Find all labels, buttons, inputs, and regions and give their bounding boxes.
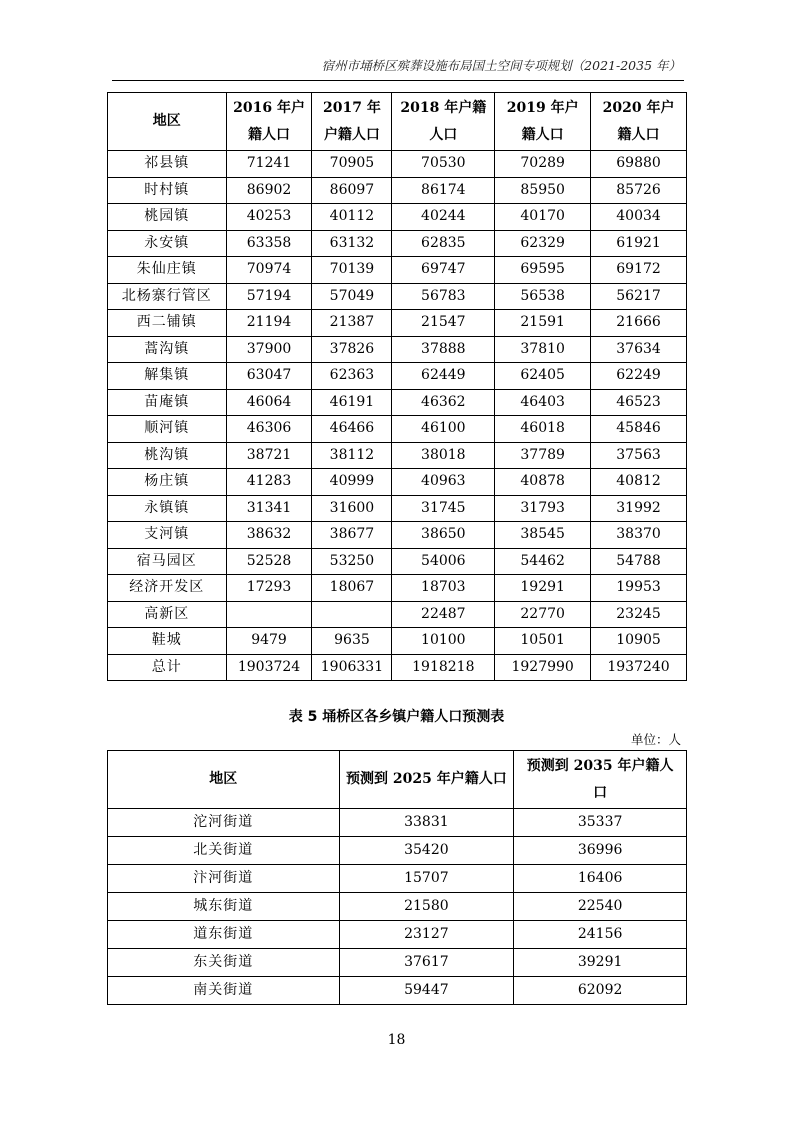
column-header: 预测到 2035 年户籍人口 [514, 751, 687, 809]
value-cell: 71241 [226, 151, 312, 178]
population-history-table [107, 92, 687, 681]
value-cell: 70139 [312, 257, 392, 284]
value-cell: 9635 [312, 628, 392, 655]
table-row [108, 442, 687, 469]
table-row [108, 522, 687, 549]
value-cell: 10100 [392, 628, 495, 655]
value-cell: 86902 [226, 177, 312, 204]
value-cell: 10905 [591, 628, 687, 655]
value-cell: 1918218 [392, 654, 495, 681]
value-cell: 56217 [591, 283, 687, 310]
value-cell: 21580 [339, 893, 514, 921]
value-cell: 22487 [392, 601, 495, 628]
value-cell: 85950 [495, 177, 591, 204]
value-cell: 62363 [312, 363, 392, 390]
value-cell: 61921 [591, 230, 687, 257]
value-cell: 69595 [495, 257, 591, 284]
region-cell: 西二铺镇 [108, 310, 227, 337]
value-cell: 9479 [226, 628, 312, 655]
column-header: 2020 年户籍人口 [591, 93, 687, 151]
region-cell: 南关街道 [108, 977, 340, 1005]
region-cell: 北杨寨行管区 [108, 283, 227, 310]
value-cell: 1927990 [495, 654, 591, 681]
value-cell [226, 601, 312, 628]
value-cell: 31745 [392, 495, 495, 522]
table-row [108, 469, 687, 496]
table-row [108, 837, 687, 865]
value-cell [312, 601, 392, 628]
value-cell: 17293 [226, 575, 312, 602]
value-cell: 53250 [312, 548, 392, 575]
value-cell: 40244 [392, 204, 495, 231]
value-cell: 22770 [495, 601, 591, 628]
value-cell: 10501 [495, 628, 591, 655]
column-header: 2017 年户籍人口 [312, 93, 392, 151]
value-cell: 63047 [226, 363, 312, 390]
value-cell: 37617 [339, 949, 514, 977]
value-cell: 19291 [495, 575, 591, 602]
value-cell: 40812 [591, 469, 687, 496]
region-cell: 高新区 [108, 601, 227, 628]
table-row [108, 575, 687, 602]
value-cell: 18067 [312, 575, 392, 602]
table-row [108, 977, 687, 1005]
value-cell: 45846 [591, 416, 687, 443]
value-cell: 23245 [591, 601, 687, 628]
value-cell: 56783 [392, 283, 495, 310]
value-cell: 37810 [495, 336, 591, 363]
value-cell: 21591 [495, 310, 591, 337]
value-cell: 1903724 [226, 654, 312, 681]
value-cell: 31992 [591, 495, 687, 522]
value-cell: 37826 [312, 336, 392, 363]
population-forecast-table [107, 750, 687, 1005]
value-cell: 36996 [514, 837, 687, 865]
value-cell: 41283 [226, 469, 312, 496]
region-cell: 杨庄镇 [108, 469, 227, 496]
value-cell: 31793 [495, 495, 591, 522]
value-cell: 15707 [339, 865, 514, 893]
region-cell: 蒿沟镇 [108, 336, 227, 363]
value-cell: 37888 [392, 336, 495, 363]
value-cell: 38112 [312, 442, 392, 469]
value-cell: 40999 [312, 469, 392, 496]
value-cell: 38545 [495, 522, 591, 549]
value-cell: 40112 [312, 204, 392, 231]
region-cell: 朱仙庄镇 [108, 257, 227, 284]
table-row [108, 389, 687, 416]
value-cell: 46018 [495, 416, 591, 443]
value-cell: 46191 [312, 389, 392, 416]
table-row [108, 654, 687, 681]
value-cell: 33831 [339, 809, 514, 837]
value-cell: 38018 [392, 442, 495, 469]
table-row [108, 257, 687, 284]
value-cell: 37900 [226, 336, 312, 363]
value-cell: 46100 [392, 416, 495, 443]
value-cell: 19953 [591, 575, 687, 602]
table-row [108, 416, 687, 443]
region-cell: 城东街道 [108, 893, 340, 921]
region-cell: 祁县镇 [108, 151, 227, 178]
value-cell: 46306 [226, 416, 312, 443]
column-header: 2016 年户籍人口 [226, 93, 312, 151]
value-cell: 37634 [591, 336, 687, 363]
table-row [108, 310, 687, 337]
value-cell: 46466 [312, 416, 392, 443]
value-cell: 23127 [339, 921, 514, 949]
value-cell: 54788 [591, 548, 687, 575]
table-row [108, 893, 687, 921]
value-cell: 57194 [226, 283, 312, 310]
region-cell: 永安镇 [108, 230, 227, 257]
value-cell: 62249 [591, 363, 687, 390]
table-row [108, 809, 687, 837]
value-cell: 70905 [312, 151, 392, 178]
table-row [108, 230, 687, 257]
value-cell: 40170 [495, 204, 591, 231]
value-cell: 86174 [392, 177, 495, 204]
page-number: 18 [387, 1032, 406, 1048]
value-cell: 54006 [392, 548, 495, 575]
value-cell: 63132 [312, 230, 392, 257]
table-header-row [108, 751, 687, 809]
value-cell: 62092 [514, 977, 687, 1005]
table-row [108, 204, 687, 231]
region-cell: 时村镇 [108, 177, 227, 204]
value-cell: 40034 [591, 204, 687, 231]
unit-label: 单位：人 [630, 732, 681, 747]
value-cell: 38721 [226, 442, 312, 469]
region-cell: 桃沟镇 [108, 442, 227, 469]
value-cell: 21666 [591, 310, 687, 337]
table-row [108, 283, 687, 310]
value-cell: 35337 [514, 809, 687, 837]
region-cell: 解集镇 [108, 363, 227, 390]
table-row [108, 949, 687, 977]
table-row [108, 601, 687, 628]
value-cell: 63358 [226, 230, 312, 257]
value-cell: 69880 [591, 151, 687, 178]
value-cell: 54462 [495, 548, 591, 575]
value-cell: 18703 [392, 575, 495, 602]
value-cell: 69172 [591, 257, 687, 284]
region-cell: 沱河街道 [108, 809, 340, 837]
value-cell: 21547 [392, 310, 495, 337]
value-cell: 70530 [392, 151, 495, 178]
region-cell: 道东街道 [108, 921, 340, 949]
table-caption: 表 5 埇桥区各乡镇户籍人口预测表 [288, 709, 505, 725]
column-header: 地区 [108, 751, 340, 809]
value-cell: 38677 [312, 522, 392, 549]
region-cell: 汴河街道 [108, 865, 340, 893]
value-cell: 62405 [495, 363, 591, 390]
header-rule [112, 80, 684, 81]
table-row [108, 548, 687, 575]
value-cell: 46362 [392, 389, 495, 416]
value-cell: 1937240 [591, 654, 687, 681]
value-cell: 46523 [591, 389, 687, 416]
value-cell: 46403 [495, 389, 591, 416]
value-cell: 62329 [495, 230, 591, 257]
value-cell: 40878 [495, 469, 591, 496]
region-cell: 北关街道 [108, 837, 340, 865]
value-cell: 31600 [312, 495, 392, 522]
region-cell: 顺河镇 [108, 416, 227, 443]
value-cell: 16406 [514, 865, 687, 893]
region-cell: 宿马园区 [108, 548, 227, 575]
table-row [108, 921, 687, 949]
table-row [108, 363, 687, 390]
value-cell: 86097 [312, 177, 392, 204]
value-cell: 59447 [339, 977, 514, 1005]
value-cell: 85726 [591, 177, 687, 204]
value-cell: 40253 [226, 204, 312, 231]
region-cell: 东关街道 [108, 949, 340, 977]
value-cell: 40963 [392, 469, 495, 496]
region-cell: 总计 [108, 654, 227, 681]
region-cell: 支河镇 [108, 522, 227, 549]
table-row [108, 865, 687, 893]
value-cell: 38370 [591, 522, 687, 549]
value-cell: 21387 [312, 310, 392, 337]
value-cell: 37789 [495, 442, 591, 469]
region-cell: 桃园镇 [108, 204, 227, 231]
page-header: 宿州市埇桥区殡葬设施布局国土空间专项规划（2021-2035 年） [321, 58, 681, 73]
table-row [108, 151, 687, 178]
value-cell: 69747 [392, 257, 495, 284]
value-cell: 38632 [226, 522, 312, 549]
value-cell: 1906331 [312, 654, 392, 681]
column-header: 2018 年户籍人口 [392, 93, 495, 151]
value-cell: 52528 [226, 548, 312, 575]
value-cell: 22540 [514, 893, 687, 921]
value-cell: 70974 [226, 257, 312, 284]
value-cell: 35420 [339, 837, 514, 865]
region-cell: 经济开发区 [108, 575, 227, 602]
value-cell: 21194 [226, 310, 312, 337]
table-row [108, 177, 687, 204]
value-cell: 62449 [392, 363, 495, 390]
column-header: 预测到 2025 年户籍人口 [339, 751, 514, 809]
region-cell: 鞋城 [108, 628, 227, 655]
value-cell: 62835 [392, 230, 495, 257]
table-row [108, 336, 687, 363]
table-row [108, 495, 687, 522]
region-cell: 苗庵镇 [108, 389, 227, 416]
value-cell: 37563 [591, 442, 687, 469]
value-cell: 39291 [514, 949, 687, 977]
table-row [108, 628, 687, 655]
value-cell: 46064 [226, 389, 312, 416]
value-cell: 24156 [514, 921, 687, 949]
column-header: 地区 [108, 93, 227, 151]
region-cell: 永镇镇 [108, 495, 227, 522]
value-cell: 38650 [392, 522, 495, 549]
table-header-row [108, 93, 687, 151]
value-cell: 56538 [495, 283, 591, 310]
column-header: 2019 年户籍人口 [495, 93, 591, 151]
value-cell: 57049 [312, 283, 392, 310]
value-cell: 31341 [226, 495, 312, 522]
value-cell: 70289 [495, 151, 591, 178]
